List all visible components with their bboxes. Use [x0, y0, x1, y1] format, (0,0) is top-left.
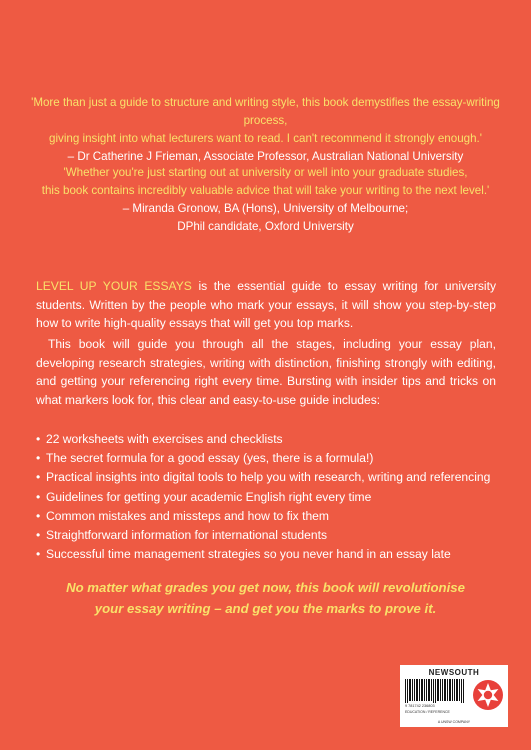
publisher-name: NEWSOUTH [428, 668, 480, 677]
company-tagline: A UNSW COMPANY [437, 720, 471, 724]
quote-2-attribution-2: DPhil candidate, Oxford University [177, 220, 354, 233]
isbn-number: 9 781742 236803 [405, 704, 435, 708]
quote-1-attribution: – Dr Catherine J Frieman, Associate Professor, Australian National University [67, 150, 464, 163]
list-item [36, 430, 506, 449]
newsouth-star-logo-icon [472, 679, 504, 711]
feature-text: Successful time management strategies so you never hand in an essay late [46, 547, 451, 562]
barcode-panel [400, 665, 508, 727]
quote-1-line-1: 'More than just a guide to structure and writing style, this book demystifies the essay-writing process, [31, 96, 500, 127]
bullet-icon: • [36, 489, 41, 504]
endorsement-quote-2 [20, 164, 511, 236]
list-item [36, 449, 506, 468]
feature-text: Guidelines for getting your academic English right every time [46, 489, 372, 504]
list-item [36, 507, 506, 526]
endorsement-quote-1 [20, 94, 511, 166]
feature-text: Straightforward information for international students [46, 528, 327, 543]
quote-2-line-1: 'Whether you're just starting out at university or well into your graduate studies, [63, 166, 468, 179]
feature-list [36, 430, 506, 564]
feature-text: Common mistakes and missteps and how to fix them [46, 508, 329, 523]
feature-text: The secret formula for a good essay (yes, there is a formula!) [46, 451, 374, 466]
quote-2-line-2: this book contains incredibly valuable advice that will take your writing to the next level.' [41, 184, 490, 197]
bullet-icon: • [36, 528, 41, 543]
list-item [36, 526, 506, 545]
closing-line-2: your essay writing – and get you the marks to prove it. [94, 601, 437, 616]
feature-text: 22 worksheets with exercises and checklists [46, 432, 283, 446]
bullet-icon: • [36, 432, 41, 446]
quote-1-line-2: giving insight into what lecturers want to read. I can't recommend it strongly enough.' [49, 132, 482, 145]
bullet-icon: • [36, 451, 41, 466]
book-category: EDUCATION / REFERENCE [405, 710, 450, 714]
bullet-icon: • [36, 508, 41, 523]
closing-line-1: No matter what grades you get now, this book will revolutionise [66, 580, 465, 595]
barcode-icon [405, 679, 465, 703]
bullet-icon: • [36, 470, 41, 485]
description-paragraph: This book will guide you through all the stages, including your essay plan, developing research strategies, writing with distinction, finishing strongly with editing, and getting your referencing right every time. Bursting with insider tips and tricks on what markers look for, this clear and easy-to-use guide includes: [36, 337, 496, 407]
bullet-icon: • [36, 547, 41, 562]
list-item [36, 468, 506, 487]
intro-text: is the essential guide to essay writing for university students. Written by the people who mark your essays, it will show you step-by-step how to write high-quality essays that will get you top marks. [36, 279, 496, 331]
list-item [36, 488, 506, 507]
feature-text: Practical insights into digital tools to help you with research, writing and referencing [46, 470, 491, 485]
intro-paragraph [36, 277, 496, 333]
quote-2-attribution-1: – Miranda Gronow, BA (Hons), University of Melbourne; [122, 202, 409, 215]
list-item [36, 545, 506, 564]
book-title: LEVEL UP YOUR ESSAYS [36, 279, 192, 293]
closing-statement [20, 577, 511, 619]
